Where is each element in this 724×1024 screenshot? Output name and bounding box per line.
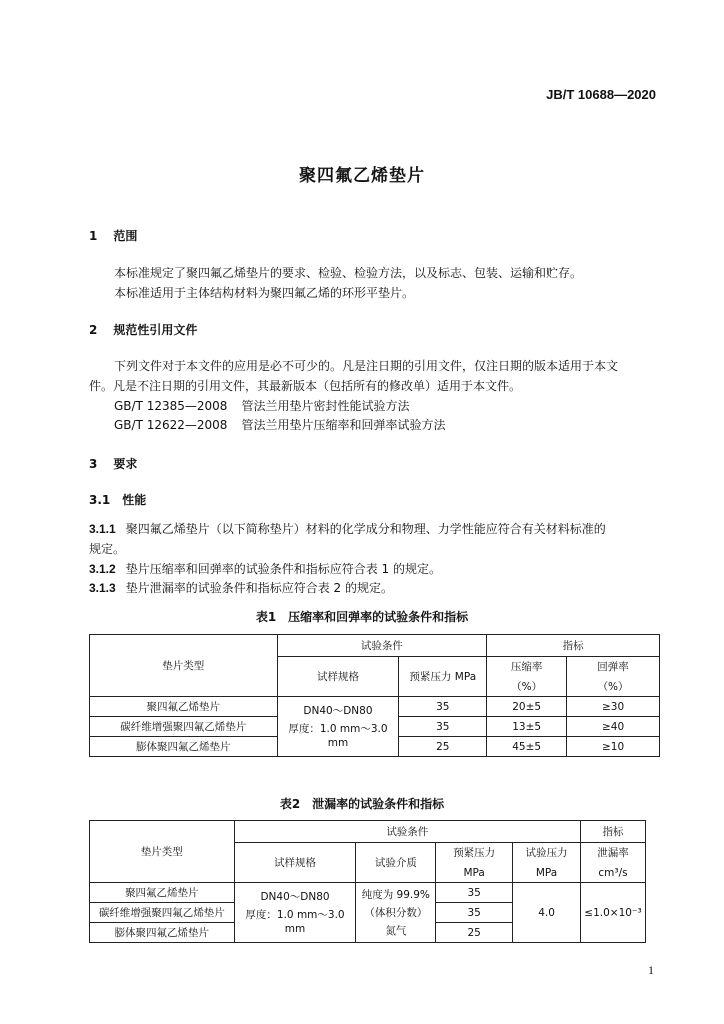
table-2-medium-line-1: 纯度为 99.9% [361, 888, 430, 901]
section-3-1-number: 3.1 [89, 493, 111, 507]
reference-2-code: GB/T 12622—2008 [114, 418, 228, 432]
table-row [90, 883, 646, 903]
table-2-header-medium: 试验介质 [356, 843, 436, 883]
table-1-header-compression-label: 压缩率 [510, 660, 543, 673]
table-2-row-1-type: 聚四氟乙烯垫片 [90, 883, 235, 903]
clause-3-1-3-text: 垫片泄漏率的试验条件和指标应符合表 2 的规定。 [125, 581, 393, 595]
table-2-header-index: 指标 [580, 821, 645, 843]
table-2-header-preload-unit: MPa [463, 866, 485, 879]
section-1-heading [89, 227, 137, 244]
table-1-spec-line-1: DN40～DN80 [303, 704, 373, 717]
table-1-row-1-rebound: ≥30 [567, 697, 660, 717]
table-1-row-2-pressure: 35 [399, 717, 487, 737]
reference-2-name: 管法兰用垫片压缩率和回弹率试验方法 [241, 418, 446, 432]
clause-3-1-1-continuation: 规定。 [89, 542, 126, 556]
section-2-title: 规范性引用文件 [113, 323, 198, 337]
section-2-line-1: 下列文件对于本文件的应用是必不可少的。凡是注日期的引用文件，仅注日期的版本适用于本文 [114, 359, 619, 373]
clause-3-1-2-text: 垫片压缩率和回弹率的试验条件和指标应符合表 1 的规定。 [125, 562, 441, 576]
table-1 [89, 634, 660, 757]
table-2-header-type: 垫片类型 [90, 821, 235, 883]
table-2-header-preload-label: 预紧压力 [453, 846, 496, 859]
table-2-leak-rate: ≤1.0×10⁻³ [580, 883, 645, 943]
table-1-header-rebound [567, 657, 660, 697]
table-2-medium-line-3: 氮气 [385, 924, 407, 937]
table-2-spec-cell [234, 883, 356, 943]
standard-number: JB/T 10688—2020 [546, 87, 656, 102]
table-1-row-2-compression: 13±5 [487, 717, 567, 737]
table-1-spec-line-2: 厚度：1.0 mm～3.0 mm [288, 722, 388, 749]
table-2-test-pressure: 4.0 [513, 883, 581, 943]
reference-2 [114, 416, 445, 433]
table-1-caption: 表1 压缩率和回弹率的试验条件和指标 [255, 610, 469, 624]
section-1-line-1: 本标准规定了聚四氟乙烯垫片的要求、检验、检验方法，以及标志、包装、运输和贮存。 [114, 266, 583, 280]
table-1-header-pressure: 预紧压力 MPa [399, 657, 487, 697]
clause-3-1-3-number: 3.1.3 [89, 581, 116, 595]
table-1-header-compression-unit: （%） [511, 680, 543, 693]
section-1-number: 1 [89, 229, 98, 243]
table-2-row-2-preload: 35 [436, 903, 513, 923]
table-1-header-type: 垫片类型 [90, 635, 278, 697]
reference-1-name: 管法兰用垫片密封性能试验方法 [241, 399, 410, 413]
table-2-header-test-pressure [513, 843, 581, 883]
document-title: 聚四氟乙烯垫片 [299, 166, 425, 186]
table-1-header-index: 指标 [487, 635, 660, 657]
clause-3-1-2 [89, 560, 441, 577]
table-2-spec-line-2: 厚度：1.0 mm～3.0 mm [245, 908, 345, 935]
section-3-1-heading [89, 491, 146, 508]
section-2-line-2: 件。凡是不注日期的引用文件，其最新版本（包括所有的修改单）适用于本文件。 [89, 379, 522, 393]
section-3-heading [89, 455, 137, 472]
clause-3-1-2-number: 3.1.2 [89, 562, 116, 576]
table-1-row-1-pressure: 35 [399, 697, 487, 717]
table-2-header-leak-unit: cm³/s [598, 866, 628, 879]
clause-3-1-3 [89, 579, 393, 596]
reference-1 [114, 397, 409, 414]
table-2-header-leak-label: 泄漏率 [597, 846, 629, 859]
table-1-header-rebound-unit: （%） [597, 680, 629, 693]
section-3-title: 要求 [113, 457, 138, 471]
table-2-header-conditions: 试验条件 [234, 821, 580, 843]
table-row [90, 697, 660, 717]
table-2-row-1-preload: 35 [436, 883, 513, 903]
table-2-header-test-pressure-label: 试验压力 [525, 846, 568, 859]
table-1-row-3-rebound: ≥10 [567, 737, 660, 757]
section-3-number: 3 [89, 457, 98, 471]
table-1-row-3-pressure: 25 [399, 737, 487, 757]
clause-3-1-1-text: 聚四氟乙烯垫片（以下简称垫片）材料的化学成分和物理、力学性能应符合有关材料标准的 [125, 522, 606, 536]
table-2 [89, 820, 646, 943]
table-1-row-2-rebound: ≥40 [567, 717, 660, 737]
reference-1-code: GB/T 12385—2008 [114, 399, 228, 413]
table-1-row-3-type: 膨体聚四氟乙烯垫片 [90, 737, 278, 757]
table-2-medium-line-2: （体积分数） [364, 906, 428, 919]
table-1-header-conditions: 试验条件 [277, 635, 487, 657]
section-3-1-title: 性能 [122, 493, 147, 507]
table-2-header-spec: 试样规格 [234, 843, 356, 883]
section-1-line-2: 本标准适用于主体结构材料为聚四氟乙烯的环形平垫片。 [114, 286, 415, 300]
table-2-row-3-preload: 25 [436, 923, 513, 943]
table-2-header-test-pressure-unit: MPa [535, 866, 558, 879]
table-1-row-1-compression: 20±5 [487, 697, 567, 717]
table-1-row-1-type: 聚四氟乙烯垫片 [90, 697, 278, 717]
table-2-row-3-type: 膨体聚四氟乙烯垫片 [90, 923, 235, 943]
table-1-spec-cell [277, 697, 399, 757]
section-2-number: 2 [89, 323, 98, 337]
section-2-heading [89, 321, 197, 338]
clause-3-1-1-number: 3.1.1 [89, 522, 116, 536]
table-2-medium-cell [356, 883, 436, 943]
clause-3-1-1 [89, 520, 606, 537]
table-2-caption: 表2 泄漏率的试验条件和指标 [279, 797, 445, 811]
table-1-row-2-type: 碳纤维增强聚四氟乙烯垫片 [90, 717, 278, 737]
table-2-header-preload [436, 843, 513, 883]
section-1-title: 范围 [113, 229, 138, 243]
table-2-header-leak [580, 843, 645, 883]
table-2-row-2-type: 碳纤维增强聚四氟乙烯垫片 [90, 903, 235, 923]
page-number: 1 [648, 963, 654, 977]
table-1-header-rebound-label: 回弹率 [597, 660, 629, 673]
table-1-row-3-compression: 45±5 [487, 737, 567, 757]
table-1-header-spec: 试样规格 [277, 657, 399, 697]
table-1-header-compression [487, 657, 567, 697]
table-2-spec-line-1: DN40～DN80 [260, 890, 330, 903]
